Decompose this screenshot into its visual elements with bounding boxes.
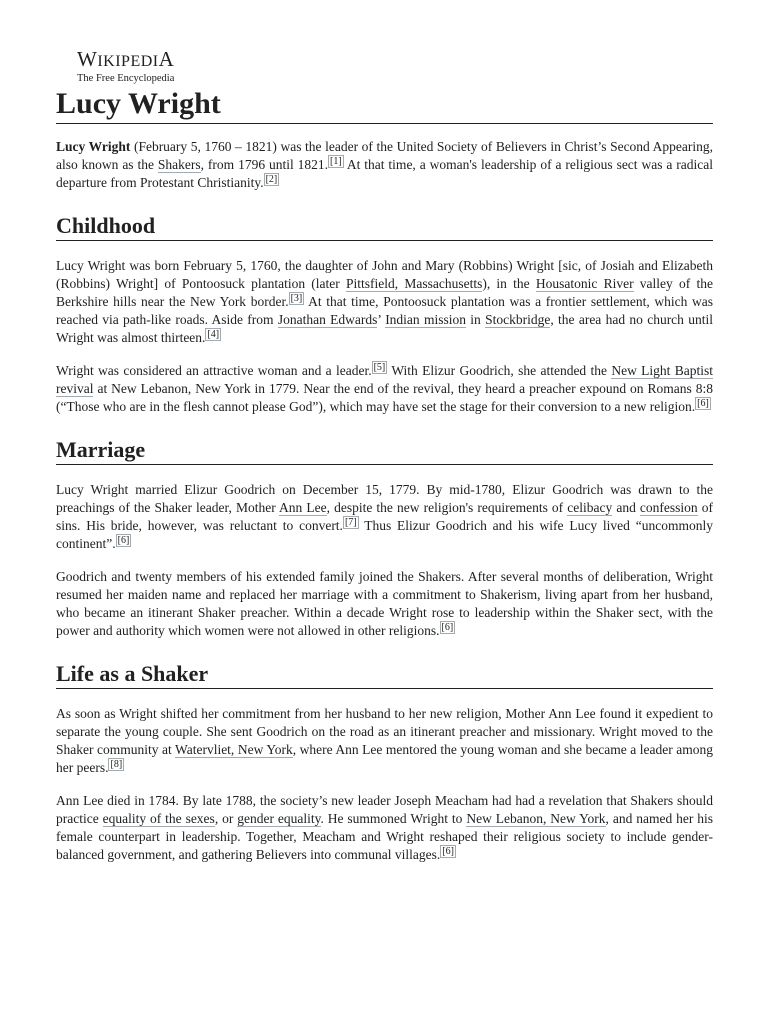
- childhood-paragraph-1: Lucy Wright was born February 5, 1760, the daughter of John and Mary (Robbins) Wright [sic, of Josiah and Elizabeth (Robbins) Wright] of Pontoosuck plantation (later Pittsfield, Massachusetts), in the Housatonic River valley of the Berkshire hills near the New York border. [3] At that time, Pontoosuck plantation was a frontier settlement, which was reached via path-like roads. Aside from Jonathan Edwards’ Indian mission in Stockbridge, the area had no church until Wright was almost thirteen. [4]: [56, 258, 713, 345]
- life-paragraph-1: As soon as Wright shifted her commitment from her husband to her new religion, Mother Ann Lee found it expedient to separate the young couple. She sent Goodrich on the road as an itinerant preacher and missionary. Wright moved to the Shaker community at Watervliet, New York, where Ann Lee mentored the young woman and she became a leader among her peers. [8]: [56, 706, 713, 775]
- link-indian-mission[interactable]: Indian mission: [385, 312, 466, 327]
- lead-paragraph: Lucy Wright (February 5, 1760 – 1821) was the leader of the United Society of Believers in Christ’s Second Appearing, also known as the Shakers, from 1796 until 1821. [1] At that time, a woman's leadership of a religious sect was a radical departure from Protestant Christianity. [2]: [56, 139, 714, 190]
- marriage-paragraph-1: Lucy Wright married Elizur Goodrich on December 15, 1779. By mid-1780, Elizur Goodrich was drawn to the preachings of the Shaker leader, Mother Ann Lee, despite the new religion's requirements of celibacy and confession of sins. His bride, however, was reluctant to convert. [7] Thus Elizur Goodrich and his wife Lucy lived “uncommonly continent”. [6]: [56, 482, 713, 551]
- link-watervliet[interactable]: Watervliet, New York: [175, 742, 293, 757]
- link-housatonic-river[interactable]: Housatonic River: [535, 276, 634, 291]
- citation-4[interactable]: [4]: [207, 329, 220, 340]
- citation-6[interactable]: [6]: [117, 535, 130, 546]
- heading-life-as-a-shaker: Life as a Shaker: [56, 661, 713, 689]
- citation-1[interactable]: [1]: [330, 156, 342, 167]
- wikipedia-logo[interactable]: [77, 48, 713, 85]
- logo-wordmark: WIKIPEDIA: [77, 47, 175, 71]
- link-stockbridge[interactable]: Stockbridge: [485, 312, 551, 327]
- citation-6[interactable]: [6]: [441, 622, 454, 633]
- logo-tagline: The Free Encyclopedia: [77, 73, 175, 84]
- link-gender-equality[interactable]: gender equality: [237, 811, 321, 826]
- citation-8[interactable]: [8]: [110, 759, 123, 770]
- marriage-paragraph-2: Goodrich and twenty members of his extended family joined the Shakers. After several months of deliberation, Wright resumed her maiden name and replaced her marriage with a commitment to Shakerism, living apart from her husband, who became an itinerant Shaker preacher. Within a decade Wright rose to leadership within the Shaker sect, with the power and authority which women were not allowed in other religions. [6]: [56, 569, 713, 638]
- link-shakers[interactable]: Shakers: [157, 157, 201, 172]
- life-paragraph-2: Ann Lee died in 1784. By late 1788, the society’s new leader Joseph Meacham had had a revelation that Shakers should practice equality of the sexes, or gender equality. He summoned Wright to New Lebanon, New York, and named her his female counterpart in leadership. Together, Meacham and Wright reshaped their religious society to include gender-balanced government, and gathering Believers into communal villages. [6]: [56, 793, 714, 862]
- link-pittsfield[interactable]: Pittsfield, Massachusetts: [346, 276, 483, 291]
- link-jonathan-edwards[interactable]: Jonathan Edwards: [277, 312, 378, 327]
- link-confession[interactable]: confession: [639, 500, 698, 515]
- childhood-paragraph-2: Wright was considered an attractive woman and a leader. [5] With Elizur Goodrich, she attended the New Light Baptist revival at New Lebanon, New York in 1779. Near the end of the revival, they heard a preacher expound on Romans 8:8 (“Those who are in the flesh cannot please God”), which may have set the stage for their conversion to a new religion. [6]: [56, 362, 713, 414]
- link-equality-of-the-sexes[interactable]: equality of the sexes: [102, 811, 215, 826]
- article: [56, 48, 713, 864]
- link-ann-lee[interactable]: Ann Lee: [279, 500, 327, 515]
- citation-7[interactable]: [7]: [344, 517, 357, 528]
- heading-childhood: Childhood: [56, 213, 713, 241]
- link-new-lebanon[interactable]: New Lebanon, New York: [466, 811, 606, 826]
- link-new-light-baptist[interactable]: New Light Baptist: [611, 363, 713, 378]
- page-title: Lucy Wright: [56, 87, 713, 124]
- citation-6[interactable]: [6]: [697, 398, 709, 409]
- citation-6[interactable]: [6]: [442, 846, 454, 857]
- citation-5[interactable]: [5]: [373, 362, 386, 373]
- citation-3[interactable]: [3]: [290, 293, 303, 304]
- link-celibacy[interactable]: celibacy: [567, 500, 613, 515]
- link-revival[interactable]: revival: [56, 381, 94, 396]
- lead-bold-name: Lucy Wright: [56, 139, 131, 154]
- heading-marriage: Marriage: [56, 437, 713, 465]
- citation-2[interactable]: [2]: [265, 174, 278, 185]
